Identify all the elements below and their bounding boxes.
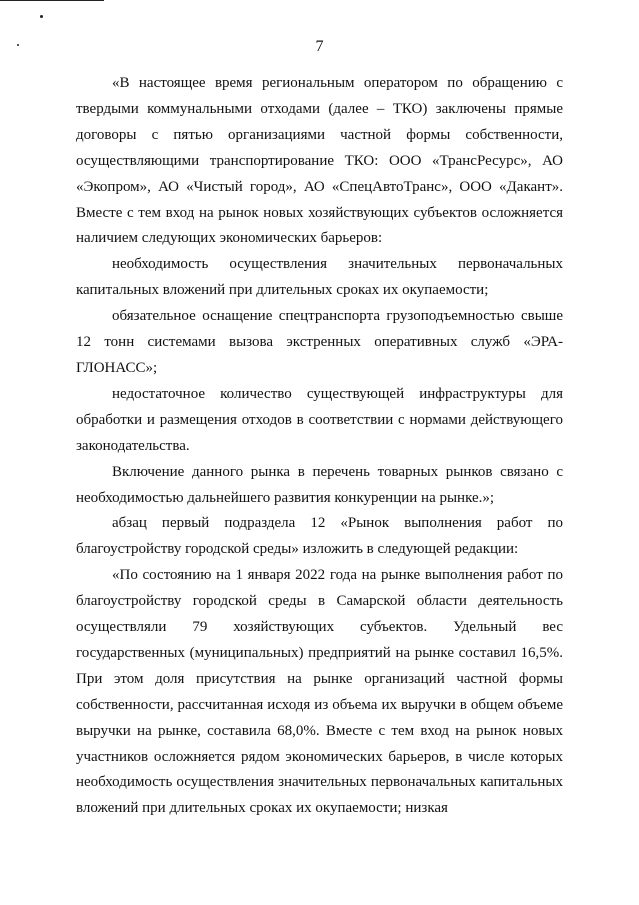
paragraph-barrier-infrastructure: недостаточное количество существующей инфраструктуры для обработки и размещения отходов в соответствии с нормами действующего законодательства. [76,385,563,454]
scan-speck [40,15,43,18]
paragraph-barrier-investments: необходимость осуществления значительных первоначальных капитальных вложений при длительных сроках их окупаемости; [76,256,563,299]
scan-edge-line [0,0,104,1]
paragraph-improvement-market: «По состоянию на 1 января 2022 года на рынке выполнения работ по благоустройству городской среды в Самарской области деятельность осуществляли 79 хозяйствующих субъектов. Удельный вес государственных (муниципальных) предприятий на рынке составил 16,5%. При этом доля присутствия на рынке организаций частной формы собственности, рассчитанная исходя из объема их выручки в общем объеме выручки на рынке, составила 68,0%. Вместе с тем вход на рынок новых участников осложняется рядом экономических барьеров, в числе которых необходимость осуществления значительных первоначальных капитальных вложений при длительных сроках их окупаемости; низкая [76,567,563,817]
paragraph-barrier-era-glonass: обязательное оснащение спецтранспорта грузоподъемностью свыше 12 тонн системами вызова экстренных оперативных служб «ЭРА-ГЛОНАСС»; [76,308,563,376]
document-body [76,71,563,822]
paragraph-tko-operator: «В настоящее время региональным оператором по обращению с твердыми коммунальными отходами (далее – ТКО) заключены прямые договоры с пятью организациями частной формы собственности, осуществляющими транспортирование ТКО: ООО «ТрансРесурс», АО «Экопром», АО «Чистый город», АО «СпецАвтоТранс», ООО «Дакант». Вместе с тем вход на рынок новых хозяйствующих субъектов осложняется наличием следующих экономических барьеров: [76,75,563,247]
paragraph-market-inclusion: Включение данного рынка в перечень товарных рынков связано с необходимостью дальнейшего развития конкуренции на рынке.»; [76,463,563,506]
page-number: 7 [315,38,324,55]
paragraph-amendment-instruction: абзац первый подраздела 12 «Рынок выполнения работ по благоустройству городской среды» изложить в следующей редакции: [76,515,563,558]
